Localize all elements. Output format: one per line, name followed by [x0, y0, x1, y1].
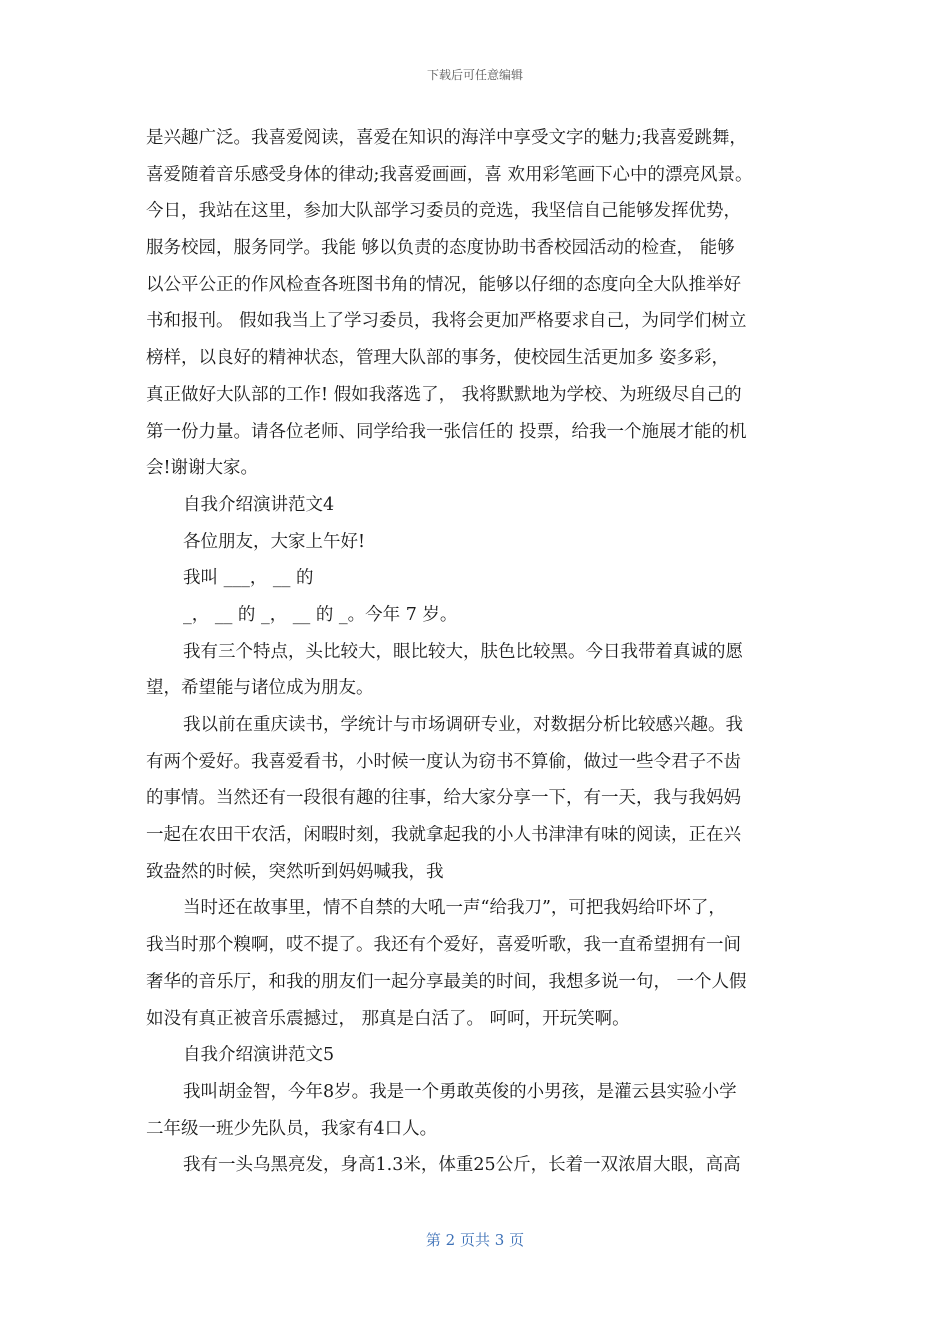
text-line: 服务校园，服务同学。我能 够以负责的态度协助书香校园活动的检查， 能够	[146, 238, 735, 259]
document-body	[146, 120, 806, 1184]
text-line: 奢华的音乐厅，和我的朋友们一起分享最美的时间，我想多说一句， 一个人假	[146, 971, 747, 992]
text-line: 我以前在重庆读书，学统计与市场调研专业，对数据分析比较感兴趣。我	[183, 715, 743, 735]
text-line: 我叫胡金智，今年8岁。我是一个勇敢英俊的小男孩，是灌云县实验小学	[183, 1081, 737, 1102]
text-line: 自我介绍演讲范文5	[183, 1045, 335, 1066]
text-line: 如没有真正被音乐震撼过， 那真是白活了。 呵呵，开玩笑啊。	[146, 1008, 630, 1029]
text-line: _， __ 的 _， __ 的 _。今年 7 岁。	[183, 604, 458, 625]
text-line: 望，希望能与诸位成为朋友。	[146, 678, 374, 699]
text-line: 我有三个特点，头比较大，眼比较大，肤色比较黑。今日我带着真诚的愿	[183, 641, 743, 662]
page-footer: 第 2 页共 3 页	[425, 1231, 525, 1249]
text-line: 会!谢谢大家。	[146, 458, 259, 479]
text-line: 二年级一班少先队员，我家有4口人。	[146, 1118, 438, 1139]
text-line: 喜爱随着音乐感受身体的律动;我喜爱画画，喜 欢用彩笔画下心中的漂亮风景。	[146, 164, 753, 185]
text-line: 今日，我站在这里，参加大队部学习委员的竞选，我坚信自己能够发挥优势，	[146, 201, 741, 222]
text-line: 书和报刊。 假如我当上了学习委员，我将会更加严格要求自己，为同学们树立	[146, 311, 747, 332]
text-line: 自我介绍演讲范文4	[183, 494, 335, 515]
text-line: 是兴趣广泛。我喜爱阅读，喜爱在知识的海洋中享受文字的魅力;我喜爱跳舞，	[146, 128, 747, 148]
text-line: 我当时那个糗啊，哎不提了。我还有个爱好，喜爱听歌，我一直希望拥有一间	[146, 935, 741, 956]
text-line: 的事情。当然还有一段很有趣的往事，给大家分享一下，有一天，我与我妈妈	[146, 788, 741, 809]
text-line: 第一份力量。请各位老师、同学给我一张信任的 投票，给我一个施展才能的机	[146, 421, 747, 442]
text-line: 各位朋友，大家上午好!	[183, 531, 366, 552]
text-line: 我叫 ___， __ 的	[183, 568, 314, 589]
page-header: 下载后可任意编辑	[426, 68, 523, 82]
text-line: 我有一头乌黑亮发，身高1.3米，体重25公斤，长着一双浓眉大眼，高高	[183, 1155, 741, 1176]
text-line: 以公平公正的作风检查各班图书角的情况，能够以仔细的态度向全大队推举好	[146, 274, 741, 295]
text-line: 当时还在故事里，情不自禁的大吼一声“给我刀”，可把我妈给吓坏了，	[183, 898, 726, 919]
text-line: 真正做好大队部的工作! 假如我落选了， 我将默默地为学校、为班级尽自己的	[146, 384, 742, 405]
text-line: 有两个爱好。我喜爱看书，小时候一度认为窃书不算偷，做过一些令君子不齿	[146, 751, 741, 772]
text-line: 榜样，以良好的精神状态，管理大队部的事务，使校园生活更加多 姿多彩，	[146, 348, 730, 369]
text-line: 一起在农田干农活，闲暇时刻，我就拿起我的小人书津津有味的阅读，正在兴	[146, 825, 741, 846]
text-line: 致盎然的时候，突然听到妈妈喊我，我	[146, 861, 444, 882]
